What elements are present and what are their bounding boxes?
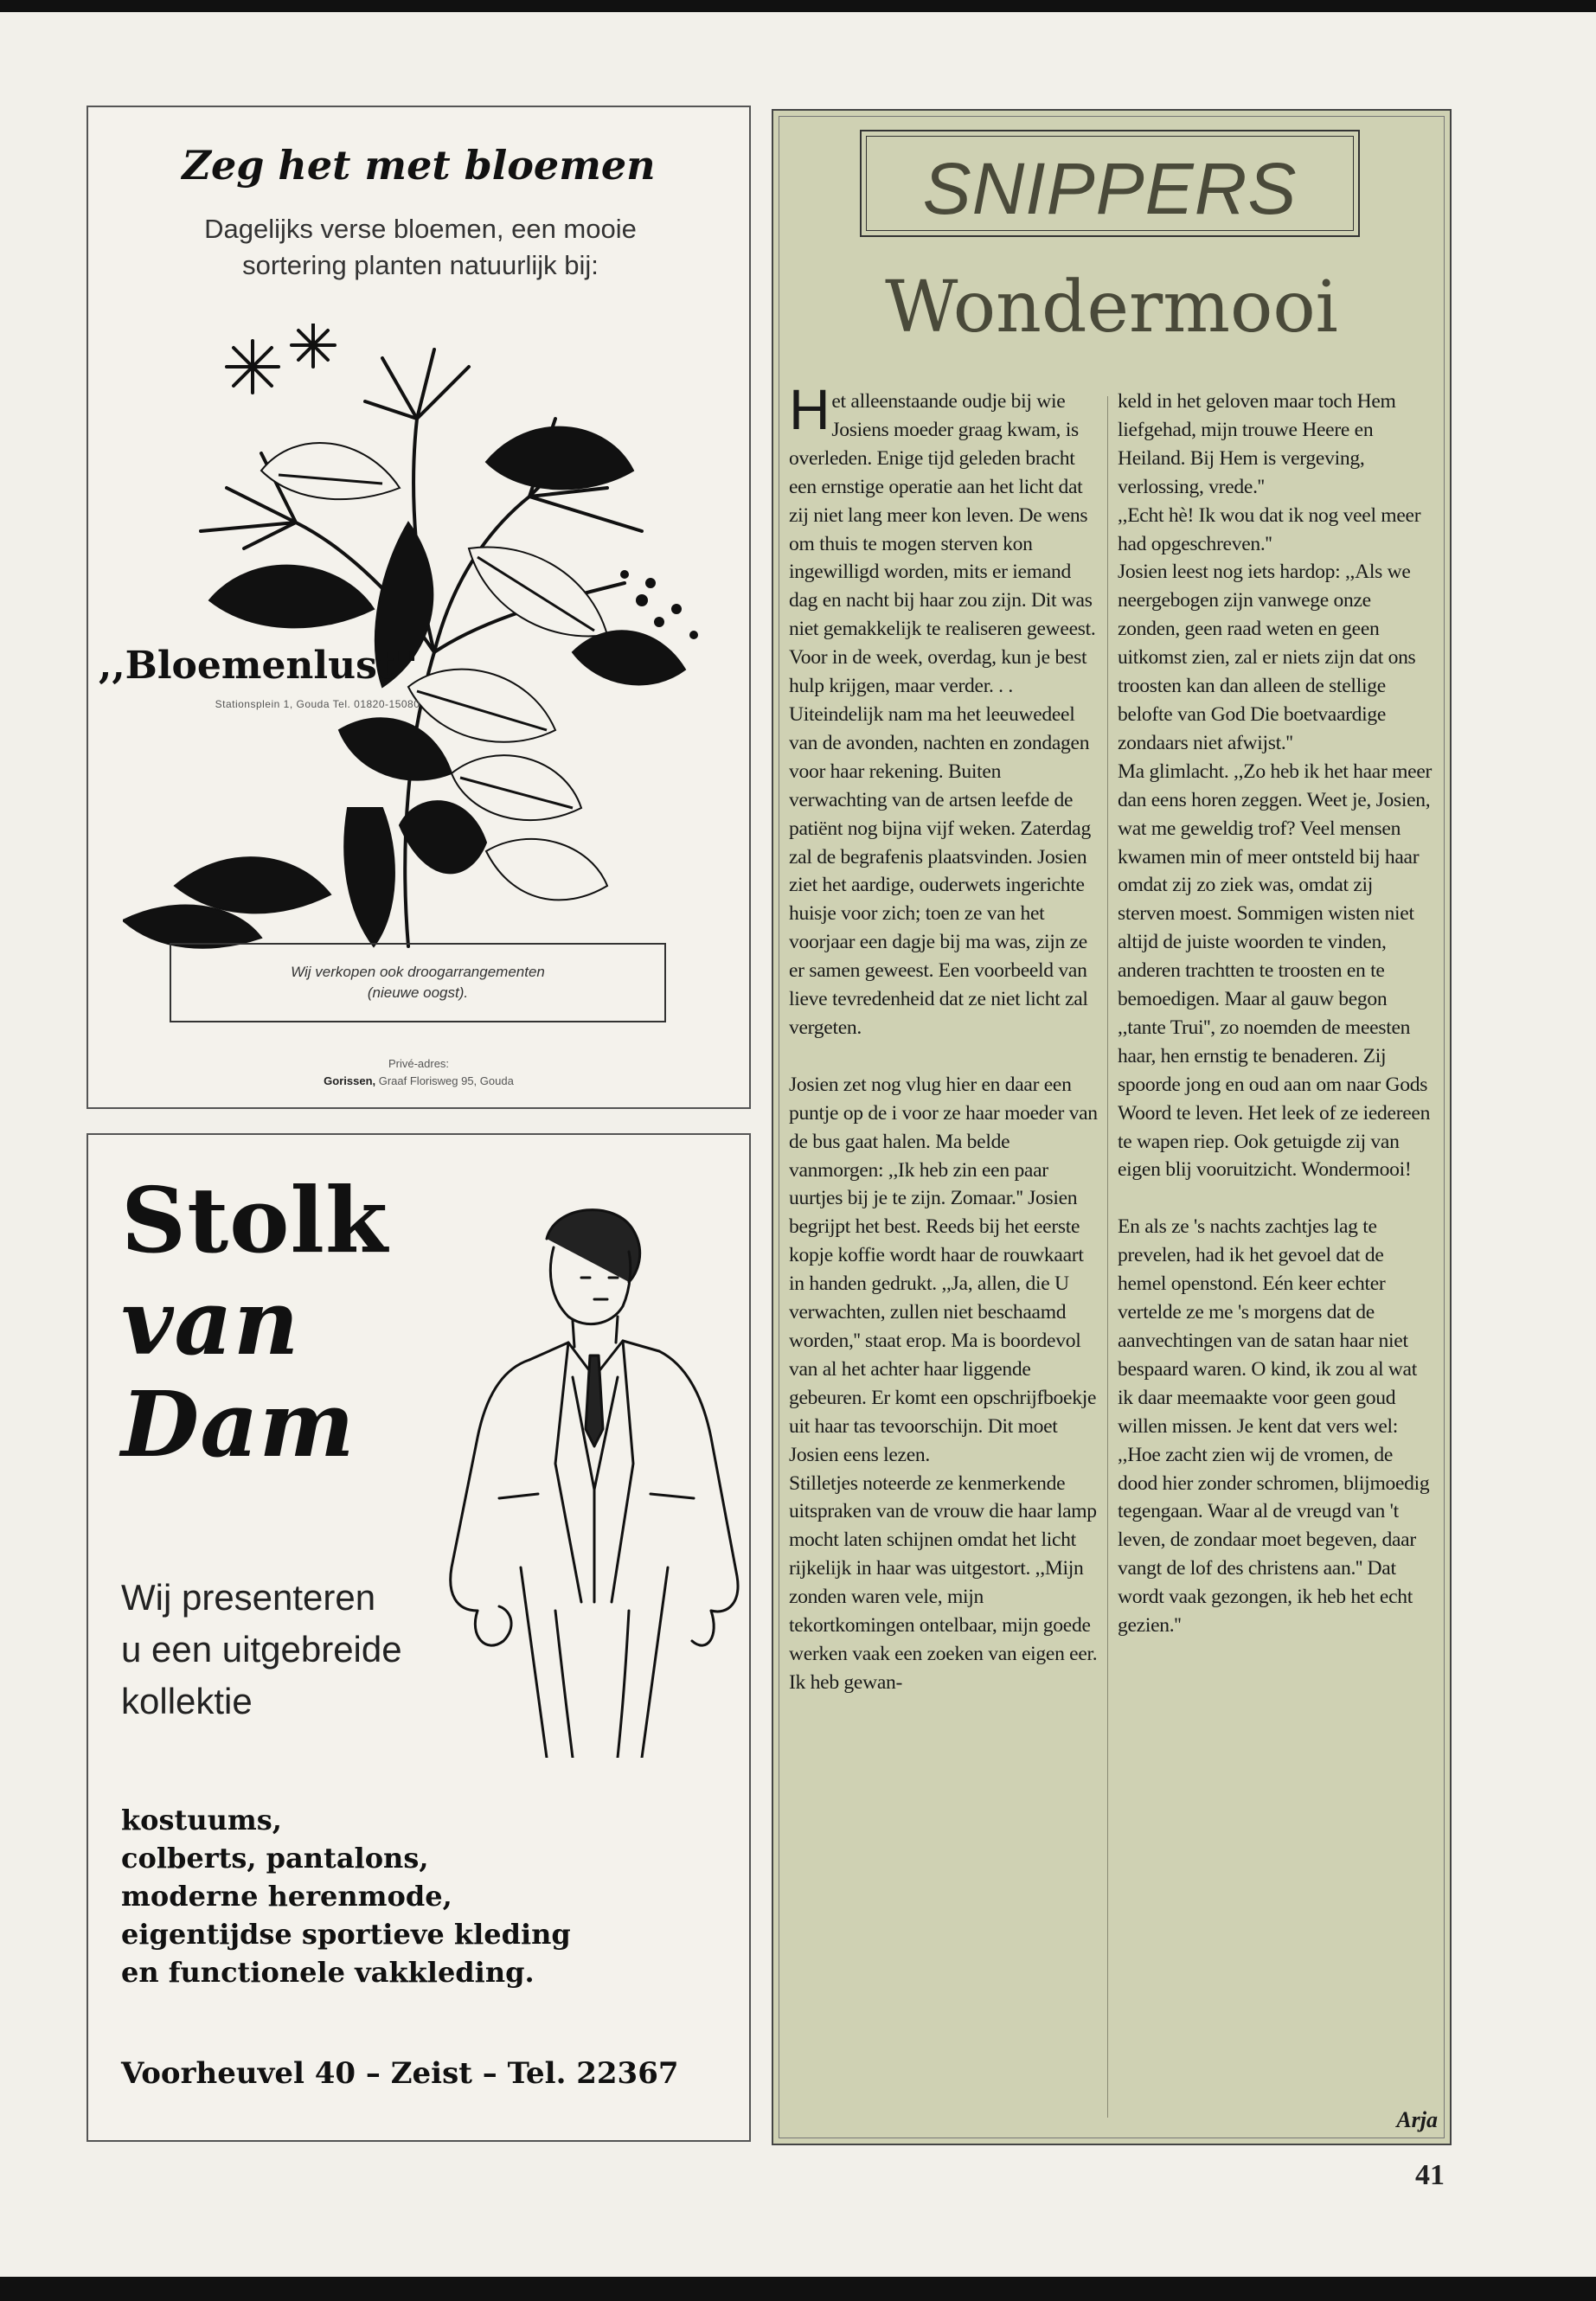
- brand-line-1: Stolk: [121, 1167, 389, 1273]
- advert-headline: Zeg het met bloemen: [182, 142, 656, 189]
- brand-name: [121, 1167, 389, 1477]
- present-line-1: Wij presenteren: [121, 1577, 376, 1618]
- column-divider: [1107, 396, 1108, 2118]
- paragraph: Ma glimlacht. ,,Zo heb ik het haar meer dan eens horen zeggen. Weet je, Josien, wat me geweldig trof? Veel mensen kwamen min of meer ontsteld bij haar omdat zij zo ziek was, omdat zij sterven moest. Sommigen wisten niet altijd de juiste woorden te vinden, anderen trachtten te troosten en te bemoedigen. Maar al gauw begon ,,tante Trui'', zo noemden de meesten haar, hen ernstig te benaderen. Zij spoorde jong en oud aan om naar Gods Woord te leven. Het leek of ze iedereen te wapen riep. Ook getuigde zij van eigen blij vooruitzicht. Wondermooi!: [1118, 760, 1433, 1182]
- present-line-3: kollektie: [121, 1681, 253, 1721]
- paragraph: Josien leest nog iets hardop: ,,Als we neergebogen zijn vanwege onze zonden, geen raad weten en geen uitkomst zien, zal er niets zijn dat ons troosten kan dan alleen de stellige belofte van God Die boetvaardige zondaars niet afwijst.'': [1118, 561, 1416, 754]
- scan-edge-top: [0, 0, 1596, 12]
- drop-cap: H: [789, 377, 830, 441]
- contact-line: Voorheuvel 40 – Zeist – Tel. 22367: [121, 2056, 679, 2091]
- shop-address: Stationsplein 1, Gouda Tel. 01820-15080: [215, 698, 420, 710]
- paragraph: ,,Echt hè! Ik wou dat ik nog veel meer had opgeschreven.'': [1118, 503, 1421, 555]
- private-address-label: Privé-adres:: [388, 1057, 450, 1070]
- box-line-2: (nieuwe oogst).: [367, 984, 469, 1001]
- product-list: [121, 1801, 727, 1991]
- product-item: kostuums,: [121, 1804, 282, 1836]
- section-title-box: [860, 130, 1360, 237]
- paragraph: En als ze 's nachts zachtjes lag te prevelen, had ik het gevoel dat de hemel openstond. Eén keer echter vertelde ze me 's morgens dat de aanvechtingen van de satan haar niet bespaard waren. O kind, ik zou al wat ik daar meemaakte voor geen goud willen missen. Je kent dat vers wel: ,,Hoe zacht zien wij de vromen, de dood hier zonder schromen, blijmoedig tegengaan. Waar al de vreugd van 't leven, de zondaar moet begeven, daar vangt de lof des christens aan.'' Dat wordt vaak gezongen, ik heb het echt gezien.'': [1118, 1215, 1430, 1638]
- advert-bloemenlust: [87, 106, 751, 1109]
- paragraph: Stilletjes noteerde ze kenmerkende uitspraken van de vrouw die haar lamp mocht laten schijnen omdat het licht rijkelijk in haar was uitgestort. ,,Mijn zonden waren vele, mijn tekortkomingen ontelbaar, mijn goede werken vaak een zoeken van eigen eer. Ik heb gewan-: [789, 1471, 1098, 1694]
- article-column-left: [789, 377, 1100, 1697]
- article-headline: Wondermooi: [885, 266, 1338, 349]
- advert-subline-1: Dagelijks verse bloemen, een mooie: [204, 214, 637, 244]
- product-item: colberts, pantalons,: [121, 1842, 429, 1875]
- brand-line-3: Dam: [121, 1371, 356, 1477]
- paragraph: [789, 377, 1100, 1042]
- paragraph: keld in het geloven maar toch Hem liefgehad, mijn trouwe Heere en Heiland. Bij Hem is vergeving, verlossing, vrede.'': [1118, 390, 1396, 498]
- dried-arrangements-box: [170, 943, 666, 1022]
- paragraph: Josien zet nog vlug hier en daar een puntje op de i voor ze haar moeder van de bus gaat halen. Ma belde vanmorgen: ,,Ik heb zin een paar uurtjes bij je te zijn. Zomaar.'' Josien begrijpt het best. Reeds bij het eerste kopje koffie wordt haar de rouwkaart in handen gedrukt. ,,Ja, allen, die U verwachten, zullen niet beschaamd worden,'' staat erop. Ma is boordevol van al het achter haar liggende gebeuren. Er komt een opschrijfboekje uit haar tas tevoorschijn. Dit moet Josien eens lezen.: [789, 1073, 1098, 1466]
- article-column-right: [1118, 388, 1434, 1640]
- owner-address: Graaf Florisweg 95, Gouda: [375, 1074, 514, 1087]
- product-item: en functionele vakkleding.: [121, 1956, 535, 1989]
- section-title: SNIPPERS: [922, 148, 1298, 229]
- paragraph-text: et alleenstaande oudje bij wie Josiens moeder graag kwam, is overleden. Enige tijd geleden bracht een ernstige operatie aan het licht dat zij niet lang meer kon leven. De wens om thuis te mogen sterven kon ingewilligd worden, mits er iemand dag en nacht bij haar zou zijn. Dit was niet gemakkelijk te realiseren geweest. Voor in de week, overdag, kun je best hulp krijgen, maar verder. . . Uiteindelijk nam ma het leeuwedeel van de avonden, nachten en zondagen voor haar rekening. Buiten verwachting van de artsen leefde de patiënt nog bijna vijf weken. Zaterdag zal de begrafenis plaatsvinden. Josien ziet het aardige, ouderwets ingerichte huisje voor zich; toen ze van het voorjaar een dagje bij ma was, zijn ze er samen geweest. Een voorbeeld van lieve tevredenheid dat ze niet licht zal vergeten.: [789, 390, 1096, 1039]
- brand-line-2: van: [121, 1269, 300, 1375]
- product-item: moderne herenmode,: [121, 1880, 452, 1913]
- product-item: eigentijdse sportieve kleding: [121, 1918, 571, 1951]
- advert-subline-2: sortering planten natuurlijk bij:: [242, 250, 599, 280]
- shop-name: ,,Bloemenlust'': [99, 644, 419, 688]
- scan-edge-bottom: [0, 2277, 1596, 2301]
- man-in-suit-illustration: [417, 1204, 746, 1758]
- box-line-1: Wij verkopen ook droogarrangementen: [291, 964, 545, 980]
- presentation-text: [121, 1572, 433, 1727]
- owner-line: [88, 1074, 749, 1087]
- author-signature: Arja: [1396, 2107, 1438, 2132]
- snippers-article: [772, 109, 1452, 2145]
- advert-subline: [140, 211, 701, 284]
- owner-name: Gorissen,: [324, 1074, 376, 1087]
- page-number: 41: [1415, 2159, 1445, 2191]
- advert-stolk-van-dam: [87, 1133, 751, 2142]
- present-line-2: u een uitgebreide: [121, 1629, 402, 1670]
